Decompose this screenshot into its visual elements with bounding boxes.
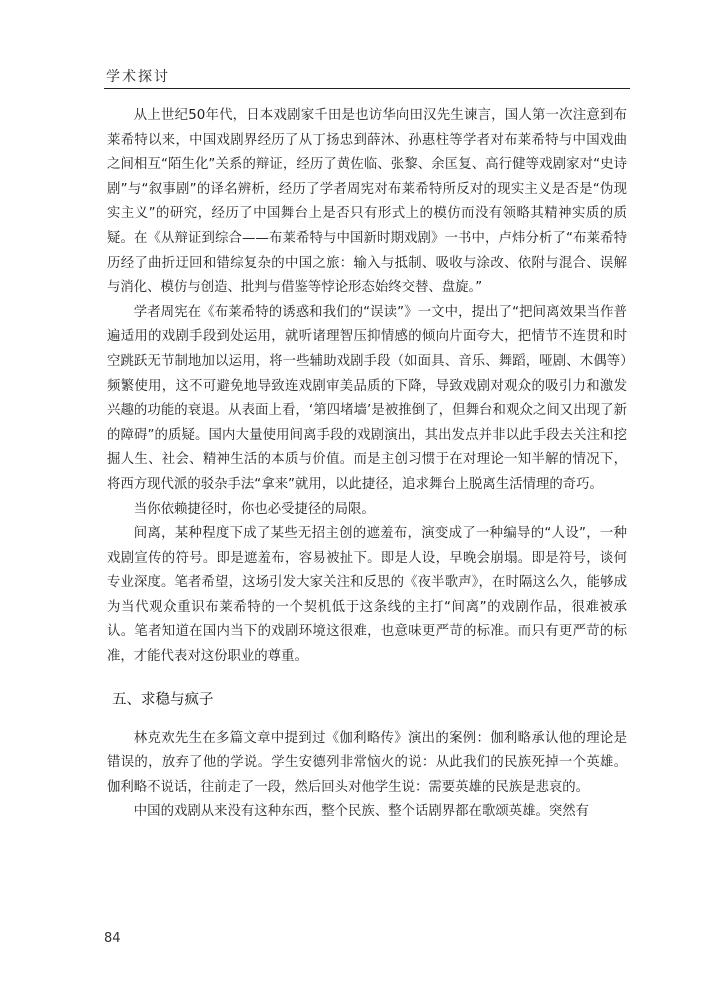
paragraph: 学者周宪在《布莱希特的诱惑和我们的“误读”》一文中，提出了“把间离效果当作普遍适用的戏剧手段到处运用，就听诸理智压抑情感的倾向片面夸大，把情节不连贯和时空跳跃无节制地加以运用，将一些辅助戏剧手段（如面具、音乐、舞蹈，哑剧、木偶等）频繁使用，这不可避免地导致连戏剧审美品质的下降，导致戏剧对观众的吸引力和激发兴趣的功能的衰退。从表面上看，‘第四堵墙’是被推倒了，但舞台和观众之间又出现了新的障碍”的质疑。国内大量使用间离手段的戏剧演出，其出发点并非以此手段去关注和挖掘人生、社会、精神生活的本质与价值。而是主创习惯于在对理论一知半解的情况下，将西方现代派的驳杂手法“拿来”就用，以此捷径，追求舞台上脱离生活情理的奇巧。 [107,304,627,492]
paragraph: 从上世纪50年代，日本戏剧家千田是也访华向田汉先生谏言，国人第一次注意到布莱希特以来，中国戏剧界经历了从丁扬忠到薛沐、孙惠柱等学者对布莱希特与中国戏曲之间相互“陌生化”关系的辩证，经历了黄佐临、张黎、余匡复、高行健等戏剧家对“史诗剧”与“叙事剧”的译名辨析，经历了学者周宪对布莱希特所反对的现实主义是否是“伪现实主义”的研究，经历了中国舞台上是否只有形式上的模仿而没有领略其精神实质的质疑。在《从辩证到综合——布莱希特与中国新时期戏剧》一书中，卢炜分析了“布莱希特历经了曲折迂回和错综复杂的中国之旅：输入与抵制、吸收与涂改、依附与混合、误解与消化、模仿与创造、批判与借鉴等悖论形态始终交替、盘旋。” [107,108,627,296]
paragraph: 当你依赖捷径时，你也必受捷径的局限。 [133,501,375,517]
paragraph: 中国的戏剧从来没有这种东西，整个民族、整个话剧界都在歌颂英雄。突然有 [133,804,590,820]
journal-section-title: 学术探讨 [106,69,170,85]
page-number: 84 [104,931,121,946]
running-header [104,64,630,92]
section-heading: 五、求稳与疯子 [112,691,214,708]
header-divider [104,88,630,89]
article-body [107,104,627,825]
paragraph: 林克欢先生在多篇文章中提到过《伽利略传》演出的案例：伽利略承认他的理论是错误的，放弃了他的学说。学生安德列非常恼火的说：从此我们的民族死掉一个英雄。伽利略不说话，往前走了一段，然后回头对他学生说：需要英雄的民族是悲哀的。 [107,730,627,795]
paragraph: 间离，某种程度下成了某些无招主创的遮羞布，演变成了一种编导的“人设”，一种戏剧宣传的符号。即是遮羞布，容易被扯下。即是人设，早晚会崩塌。即是符号，谈何专业深度。笔者希望，这场引发大家关注和反思的《夜半歌声》，在时隔这么久，能够成为当代观众重识布莱希特的一个契机低于这条线的主打“间离”的戏剧作品，很难被承认。笔者知道在国内当下的戏剧环境这很难，也意味更严苛的标准。而只有更严苛的标准，才能代表对这份职业的尊重。 [107,526,627,665]
